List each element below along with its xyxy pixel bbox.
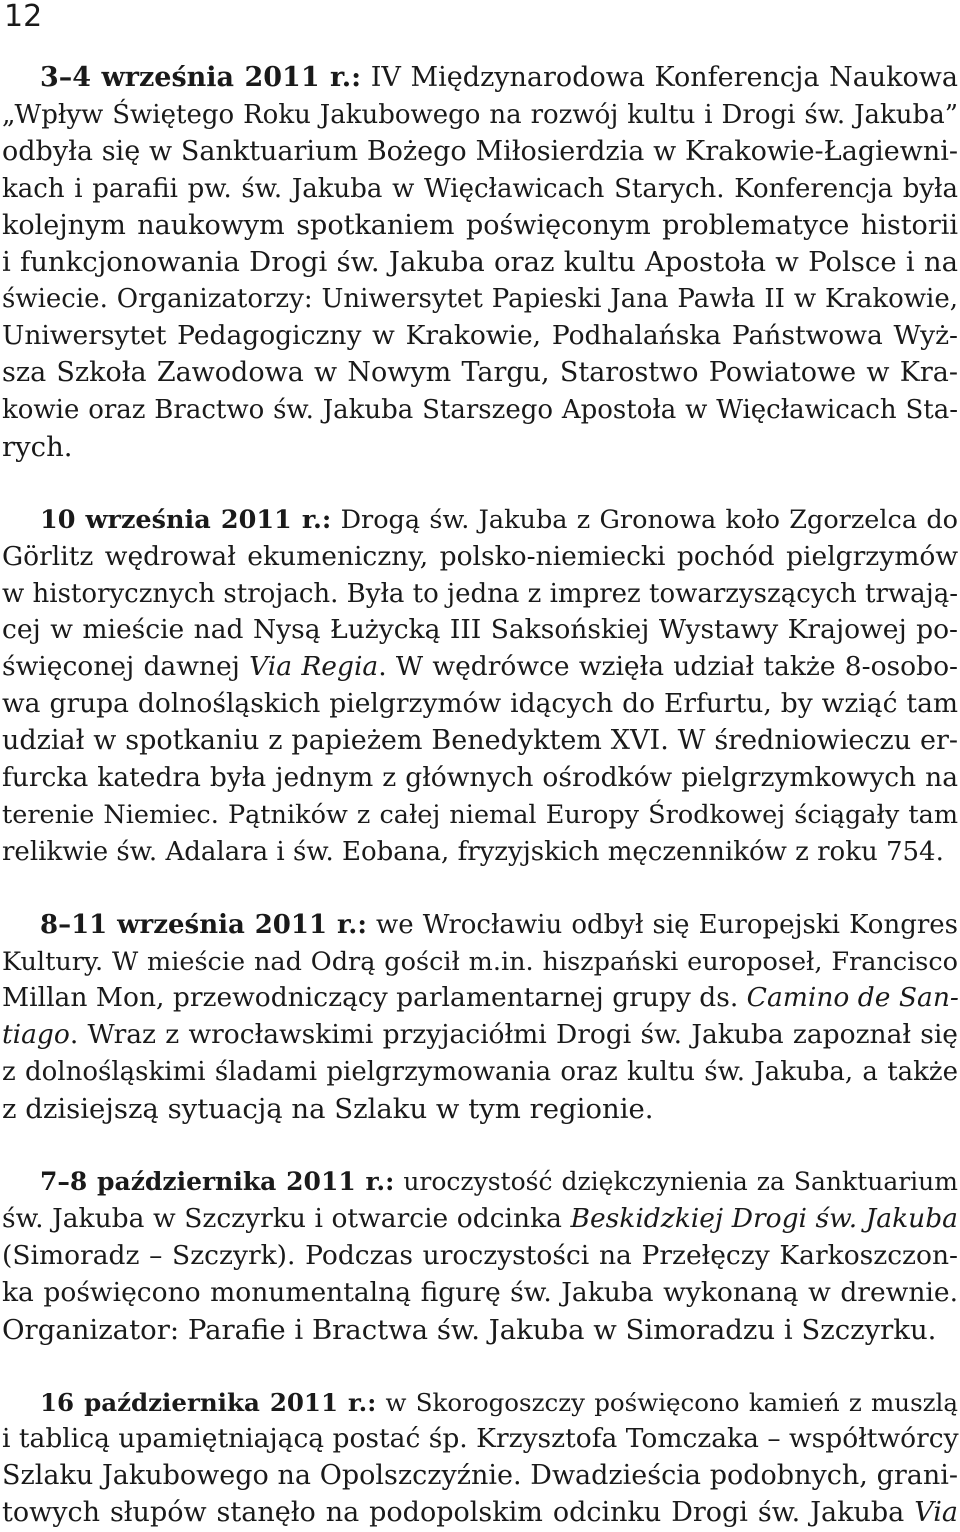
text-line: kowie oraz Bractwo św. Jakuba Starszego Apostoła w Więcławicach Sta- bbox=[2, 392, 958, 429]
text-line bbox=[2, 502, 958, 539]
event-date: 10 września 2011 r.: bbox=[40, 505, 331, 535]
text-line: (Simoradz – Szczyrk). Podczas uroczystości na Przełęczy Karkoszczon- bbox=[2, 1238, 958, 1275]
text-line: kach i parafii pw. św. Jakuba w Więcławicach Starych. Konferencja była bbox=[2, 171, 958, 208]
italic-term: tiago bbox=[2, 1019, 70, 1050]
text-line: Uniwersytet Pedagogiczny w Krakowie, Podhalańska Państwowa Wyż- bbox=[2, 318, 958, 355]
text-span: w Skorogoszczy poświęcono kamień z muszlą bbox=[376, 1388, 958, 1417]
text-span: IV Międzynarodowa Konferencja Naukowa bbox=[361, 62, 958, 93]
text-line bbox=[2, 1017, 958, 1054]
event-date: 7–8 października 2011 r.: bbox=[40, 1167, 394, 1196]
italic-term: Via Regia bbox=[249, 651, 378, 682]
entry-paragraph bbox=[2, 1164, 958, 1348]
event-date: 16 października 2011 r.: bbox=[40, 1388, 376, 1417]
text-line: udział w spotkaniu z papieżem Benedyktem XVI. W średniowieczu er- bbox=[2, 723, 958, 760]
paragraph-gap bbox=[2, 466, 958, 502]
text-line: Kultury. W mieście nad Odrą gościł m.in. hiszpański europoseł, Francisco bbox=[2, 944, 958, 981]
event-date: 3–4 września 2011 r.: bbox=[40, 62, 361, 93]
text-line: świecie. Organizatorzy: Uniwersytet Papieski Jana Pawła II w Krakowie, bbox=[2, 281, 958, 318]
text-line bbox=[2, 1385, 958, 1422]
text-line bbox=[2, 980, 958, 1017]
text-line: cej w mieście nad Nysą Łużycką III Saksońskiej Wystawy Krajowej po- bbox=[2, 612, 958, 649]
text-line: relikwie św. Adalara i św. Eobana, fryzyjskich męczenników z roku 754. bbox=[2, 834, 958, 871]
text-span: . Wraz z wrocławskimi przyjaciółmi Drogi św. Jakuba zapoznał się bbox=[70, 1019, 958, 1050]
text-span: Drogą św. Jakuba z Gronowa koło Zgorzelca do bbox=[331, 505, 958, 535]
text-line: i tablicą upamiętniającą postać śp. Krzysztofa Tomczaka – współtwórcy bbox=[2, 1421, 958, 1458]
paragraph-gap bbox=[2, 1349, 958, 1385]
page-body bbox=[2, 60, 958, 1532]
text-line: terenie Niemiec. Pątników z całej niemal Europy Środkowej ściągały tam bbox=[2, 797, 958, 834]
paragraph-gap bbox=[2, 1128, 958, 1164]
text-span: uroczystość dziękczynienia za Sanktuarium bbox=[394, 1167, 958, 1196]
text-line: wa grupa dolnośląskich pielgrzymów idących do Erfurtu, by wziąć tam bbox=[2, 686, 958, 723]
text-line bbox=[2, 60, 958, 97]
text-line: kolejnym naukowym spotkaniem poświęconym problematyce historii bbox=[2, 208, 958, 245]
text-span: św. Jakuba w Szczyrku i otwarcie odcinka bbox=[2, 1203, 571, 1234]
text-line: sza Szkoła Zawodowa w Nowym Targu, Starostwo Powiatowe w Kra- bbox=[2, 355, 958, 392]
text-line bbox=[2, 1164, 958, 1201]
page-number: 12 bbox=[4, 0, 42, 34]
entry-paragraph bbox=[2, 60, 958, 466]
text-line bbox=[2, 1495, 958, 1532]
paragraph-gap bbox=[2, 871, 958, 907]
text-line bbox=[2, 649, 958, 686]
text-line bbox=[2, 1201, 958, 1238]
entry-paragraph bbox=[2, 907, 958, 1128]
text-span: towych słupów stanęło na podopolskim odcinku Drogi św. Jakuba bbox=[2, 1497, 914, 1528]
event-date: 8–11 września 2011 r.: bbox=[40, 910, 367, 940]
text-span: Millan Mon, przewodniczący parlamentarnej grupy ds. bbox=[2, 982, 747, 1013]
text-span: święconej dawnej bbox=[2, 651, 249, 682]
text-line: i funkcjonowania Drogi św. Jakuba oraz kultu Apostoła w Polsce i na bbox=[2, 244, 958, 281]
entry-paragraph bbox=[2, 502, 958, 871]
entry-paragraph bbox=[2, 1385, 958, 1532]
text-line: z dzisiejszą sytuacją na Szlaku w tym regionie. bbox=[2, 1091, 958, 1128]
text-span: . W wędrówce wzięła udział także 8-osobo- bbox=[378, 651, 958, 682]
text-line: Szlaku Jakubowego na Opolszczyźnie. Dwadzieścia podobnych, grani- bbox=[2, 1458, 958, 1495]
text-line: rych. bbox=[2, 429, 958, 466]
text-line: w historycznych strojach. Była to jedna z imprez towarzyszących trwają- bbox=[2, 576, 958, 613]
text-line: odbyła się w Sanktuarium Bożego Miłosierdzia w Krakowie-Łagiewni- bbox=[2, 134, 958, 171]
text-line bbox=[2, 907, 958, 944]
italic-term: Via bbox=[914, 1497, 958, 1528]
text-line: „Wpływ Świętego Roku Jakubowego na rozwój kultu i Drogi św. Jakuba” bbox=[2, 97, 958, 134]
text-span: we Wrocławiu odbył się Europejski Kongres bbox=[367, 910, 958, 940]
text-line: z dolnośląskimi śladami pielgrzymowania oraz kultu św. Jakuba, a także bbox=[2, 1054, 958, 1091]
italic-term: Beskidzkiej Drogi św. Jakuba bbox=[571, 1203, 959, 1234]
text-line: Organizator: Parafie i Bractwa św. Jakuba w Simoradzu i Szczyrku. bbox=[2, 1312, 958, 1349]
text-line: Görlitz wędrował ekumeniczny, polsko-niemiecki pochód pielgrzymów bbox=[2, 539, 958, 576]
text-line: furcka katedra była jednym z głównych ośrodków pielgrzymkowych na bbox=[2, 760, 958, 797]
italic-term: Camino de San- bbox=[747, 982, 959, 1013]
text-line: ka poświęcono monumentalną figurę św. Jakuba wykonaną w drewnie. bbox=[2, 1275, 958, 1312]
